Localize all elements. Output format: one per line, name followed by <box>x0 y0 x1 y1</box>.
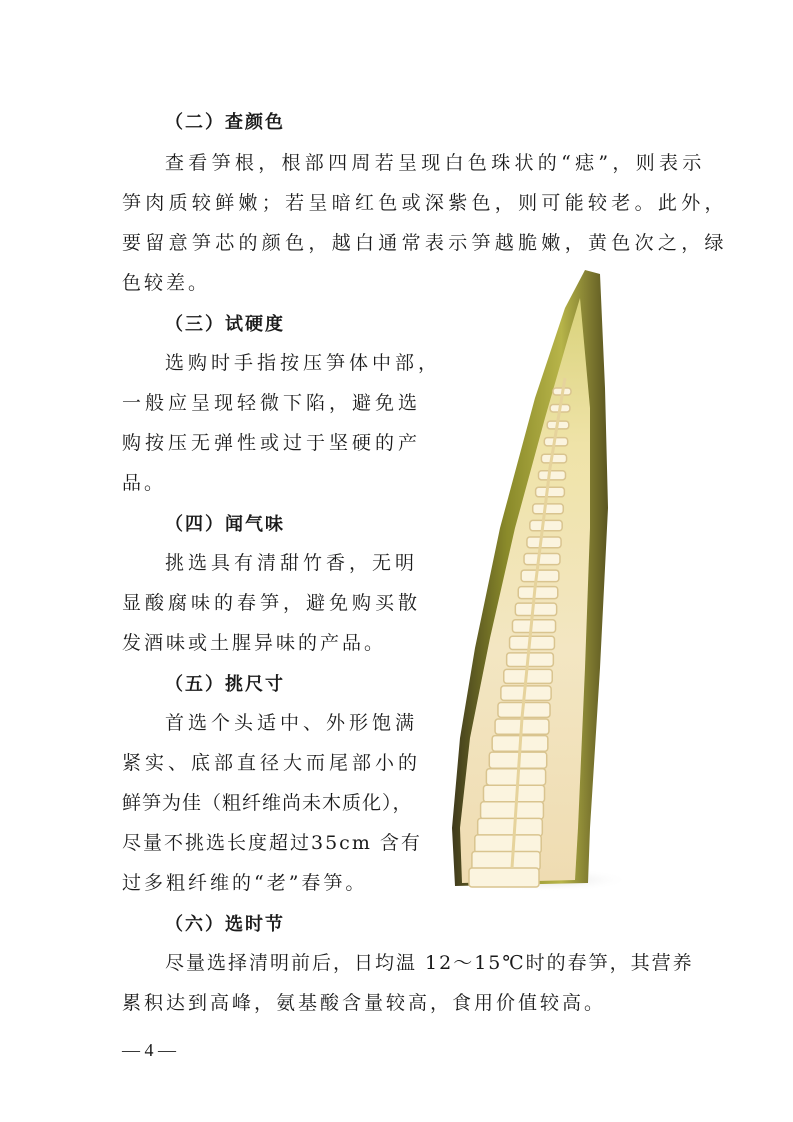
shoot-chamber <box>518 587 558 599</box>
paragraph-line: 过多粗纤维的“老”春笋。 <box>122 872 368 894</box>
shoot-chamber <box>507 653 554 667</box>
paragraph-line: 首选个头适中、外形饱满 <box>165 712 419 734</box>
shoot-chamber <box>481 802 544 819</box>
shoot-chamber <box>541 454 566 463</box>
shoot-chamber <box>475 835 541 853</box>
paragraph-line: 显酸腐味的春笋，避免购买散 <box>122 592 422 614</box>
shoot-chamber <box>478 818 543 836</box>
page-number: — 4 — <box>122 1040 176 1060</box>
paragraph-line: 紧实、底部直径大而尾部小的 <box>122 752 422 774</box>
shoot-chamber <box>515 603 556 615</box>
section-heading-hardness: （三）试硬度 <box>165 314 285 335</box>
shoot-chamber <box>512 620 555 633</box>
paragraph-line: 选购时手指按压笋体中部， <box>165 352 442 374</box>
paragraph-line: 购按压无弹性或过于坚硬的产 <box>122 432 422 454</box>
shoot-chamber <box>469 868 539 887</box>
shoot-chamber <box>533 504 564 514</box>
section-heading-size: （五）挑尺寸 <box>165 674 285 695</box>
shoot-chamber <box>539 471 566 480</box>
shoot-chamber <box>521 570 559 582</box>
paragraph-line: 要留意笋芯的颜色，越白通常表示笋越脆嫩，黄色次之，绿 <box>122 232 728 254</box>
shoot-chamber <box>486 769 545 786</box>
section-heading-season: （六）选时节 <box>165 914 285 935</box>
shoot-chamber <box>472 851 540 870</box>
paragraph-line: 累积达到高峰，氨基酸含量较高，食用价值较高。 <box>122 992 607 1014</box>
shoot-chamber <box>530 520 562 530</box>
paragraph-line: 品。 <box>122 472 167 494</box>
shoot-chamber <box>483 785 544 802</box>
paragraph-line: 鲜笋为佳（粗纤维尚未木质化）， <box>122 792 413 814</box>
paragraph-line: 发酒味或土腥异味的产品。 <box>122 632 387 654</box>
paragraph-line: 尽量不挑选长度超过35cm 含有 <box>122 832 422 854</box>
bamboo-shoot-image <box>440 268 630 898</box>
paragraph-line: 色较差。 <box>122 272 211 294</box>
paragraph-line: 一般应呈现轻微下陷，避免选 <box>122 392 422 414</box>
shoot-chamber <box>524 554 560 565</box>
section-heading-color: （二）查颜色 <box>165 112 285 133</box>
paragraph-line: 查看笋根，根部四周若呈现白色珠状的“痣”，则表示 <box>165 152 706 174</box>
paragraph-line: 尽量选择清明前后，日均温 12～15℃时的春笋，其营养 <box>165 952 694 974</box>
shoot-chamber <box>510 636 555 649</box>
shoot-chamber <box>527 537 561 548</box>
shoot-chamber <box>536 487 565 496</box>
section-heading-smell: （四）闻气味 <box>165 514 285 535</box>
paragraph-line: 笋肉质较鲜嫩；若呈暗红色或深紫色，则可能较老。此外， <box>122 192 728 214</box>
paragraph-line: 挑选具有清甜竹香，无明 <box>165 552 419 574</box>
